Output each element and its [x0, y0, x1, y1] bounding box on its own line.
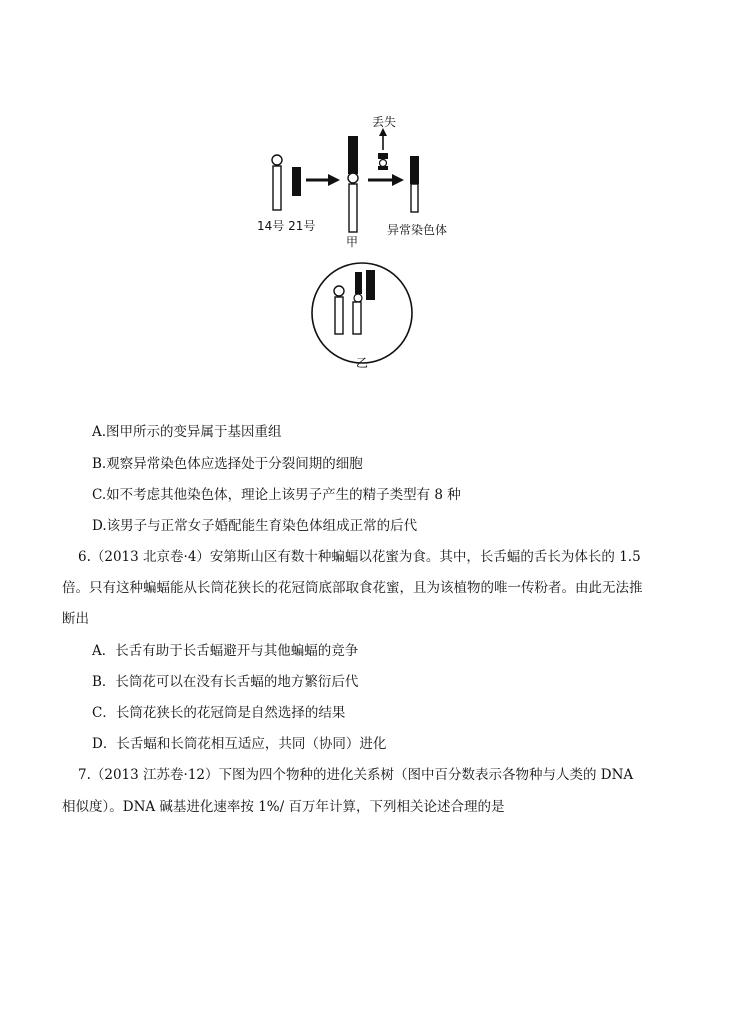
label-abnormal: 异常染色体	[387, 223, 448, 237]
abnormal-chromosome	[410, 156, 419, 212]
q6-option-d: D．长舌蝠和长筒花相互适应，共同（协同）进化	[92, 736, 387, 752]
chromosome-14	[272, 155, 282, 210]
q5-option-d: D.该男子与正常女子婚配能生育染色体组成正常的后代	[92, 518, 418, 534]
label-jia: 甲	[346, 235, 359, 249]
label-14-21: 14号 21号	[257, 219, 316, 233]
q6-option-a: A．长舌有助于长舌蝠避开与其他蝙蝠的竞争	[92, 643, 359, 659]
cell-circle-yi	[312, 263, 412, 363]
lost-fragment	[378, 128, 388, 170]
q5-option-a: A.图甲所示的变异属于基因重组	[92, 424, 282, 440]
arrow-right-icon	[306, 174, 340, 186]
arrow-right-icon	[368, 174, 404, 186]
q6-option-b: B．长筒花可以在没有长舌蝠的地方繁衍后代	[92, 674, 359, 690]
q7-stem-line2: 相似度）。DNA 碱基进化速率按 1%/ 百万年计算，下列相关论述合理的是	[62, 799, 505, 815]
fused-chromosome-jia	[348, 136, 358, 232]
q6-option-c: C．长筒花狭长的花冠筒是自然选择的结果	[92, 705, 346, 721]
q6-stem-line2: 倍。只有这种蝙蝠能从长筒花狭长的花冠筒底部取食花蜜，且为该植物的唯一传粉者。由此无法推	[62, 580, 643, 596]
q6-stem-line1: 6.（2013 北京卷·4）安第斯山区有数十种蝙蝠以花蜜为食。其中，长舌蝠的舌长为体长的 1.5	[78, 549, 641, 565]
label-yi: 乙	[356, 356, 369, 370]
chromosome-21	[292, 167, 301, 196]
q5-option-b: B.观察异常染色体应选择处于分裂间期的细胞	[92, 456, 363, 472]
q7-stem-line1: 7.（2013 江苏卷·12）下图为四个物种的进化关系树（图中百分数表示各物种与人类的 DNA	[78, 767, 634, 783]
q5-option-c: C.如不考虑其他染色体，理论上该男子产生的精子类型有 8 种	[92, 487, 461, 503]
q6-stem-line3: 断出	[62, 611, 89, 627]
label-lost: 丢失	[372, 115, 397, 129]
chromosome-figure	[0, 0, 737, 380]
